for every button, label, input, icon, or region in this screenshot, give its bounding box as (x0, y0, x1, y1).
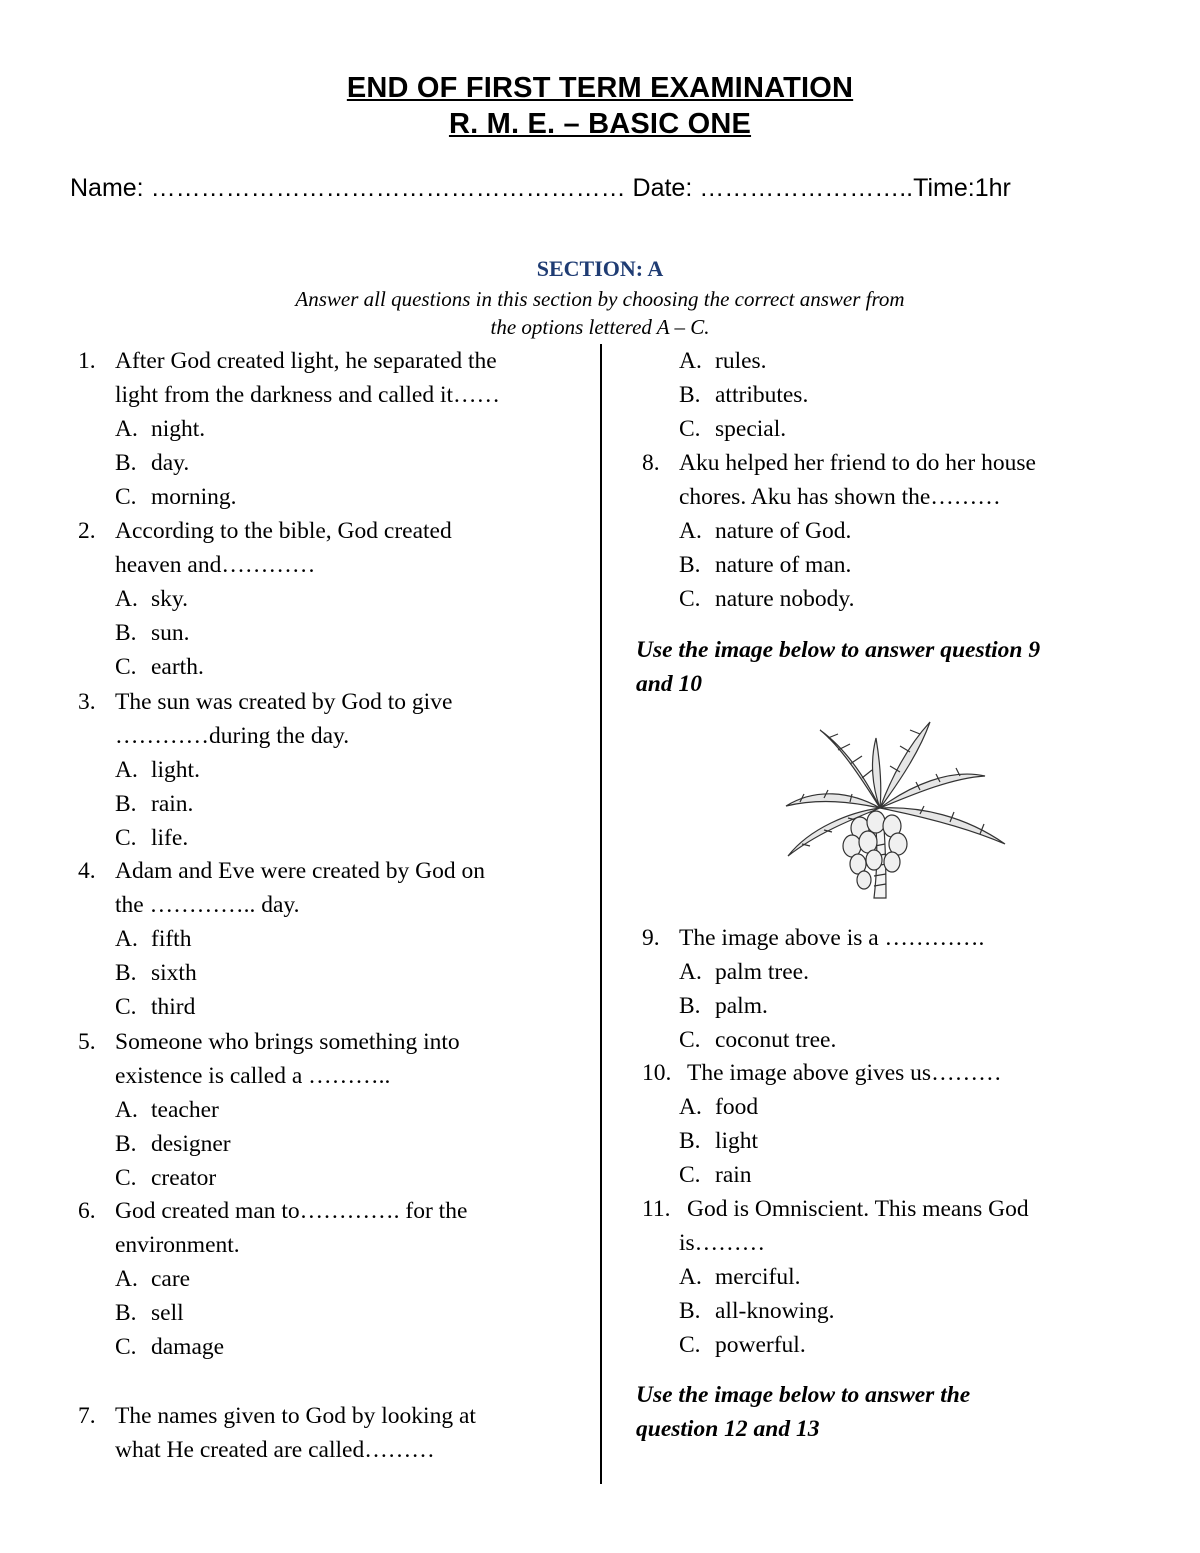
question-number: 11. (642, 1196, 671, 1222)
option-a: A. nature of God. (679, 518, 852, 544)
question-text: The sun was created by God to give (115, 689, 453, 715)
question-1 (78, 344, 500, 514)
option-b: B. sell (115, 1300, 184, 1326)
question-text: environment. (115, 1232, 240, 1258)
section-heading: SECTION: A (536, 256, 664, 281)
section-instruction-line-2: the options lettered A – C. (490, 315, 710, 339)
option-a: A. sky. (115, 586, 188, 612)
question-text: God created man to…………. for the (115, 1198, 468, 1224)
option-b: B. designer (115, 1131, 231, 1157)
option-c: C. rain (679, 1162, 752, 1188)
option-c: C. creator (115, 1165, 217, 1191)
exam-title: END OF FIRST TERM EXAMINATION (346, 72, 854, 104)
option-a: A. teacher (115, 1097, 219, 1123)
option-a: A. light. (115, 757, 200, 783)
option-a: A. night. (115, 416, 206, 442)
question-7 (78, 1399, 476, 1467)
question-text: The names given to God by looking at (115, 1403, 476, 1429)
question-text: Adam and Eve were created by God on (115, 858, 485, 884)
question-text: After God created light, he separated the (115, 348, 497, 374)
name-date-time-line: Name: ………………………………………………… Date: ……………………..Time:1hr (70, 174, 1011, 202)
question-text: The image above gives us……… (687, 1060, 1002, 1086)
question-number: 3. (78, 689, 96, 715)
question-number: 2. (78, 518, 96, 544)
question-text: According to the bible, God created (115, 518, 452, 544)
question-number: 9. (642, 925, 660, 951)
option-c: C. third (115, 994, 196, 1020)
option-b: B. day. (115, 450, 190, 476)
question-number: 7. (78, 1403, 96, 1429)
option-b: B. nature of man. (679, 552, 852, 578)
question-7-options (642, 344, 808, 446)
question-number: 8. (642, 450, 660, 476)
question-text: Someone who brings something into (115, 1029, 460, 1055)
question-text: chores. Aku has shown the……… (679, 484, 1001, 510)
question-text: is……… (679, 1230, 766, 1256)
question-text: the ………….. day. (115, 892, 300, 918)
question-text: heaven and………… (115, 552, 316, 578)
question-text: what He created are called……… (115, 1437, 435, 1463)
column-divider (600, 344, 602, 1484)
exam-subtitle: R. M. E. – BASIC ONE (448, 108, 752, 140)
option-c: C. nature nobody. (679, 586, 855, 612)
question-text: existence is called a ……….. (115, 1063, 391, 1089)
question-5 (78, 1025, 460, 1195)
question-number: 10. (642, 1060, 672, 1086)
option-b: B. attributes. (679, 382, 809, 408)
option-c: C. damage (115, 1334, 225, 1360)
option-c: C. special. (679, 416, 787, 442)
question-8 (642, 446, 1036, 616)
option-a: A. care (115, 1266, 191, 1292)
option-b: B. sixth (115, 960, 197, 986)
option-a: A. food (679, 1094, 759, 1120)
question-text: God is Omniscient. This means God (687, 1196, 1029, 1222)
question-6 (78, 1194, 467, 1364)
option-b: B. light (679, 1128, 759, 1154)
option-c: C. earth. (115, 654, 204, 680)
question-text: The image above is a …………. (679, 925, 985, 951)
question-number: 1. (78, 348, 96, 374)
question-text: light from the darkness and called it…… (115, 382, 501, 408)
option-a: A. fifth (115, 926, 192, 952)
option-a: A. palm tree. (679, 959, 809, 985)
question-number: 5. (78, 1029, 96, 1055)
question-11 (642, 1192, 1029, 1362)
option-a: A. rules. (679, 348, 767, 374)
option-c: C. coconut tree. (679, 1027, 837, 1053)
image-note-1: Use the image below to answer question 9 and 10 (636, 637, 1041, 697)
question-text: …………during the day. (115, 723, 350, 749)
question-10 (642, 1056, 1002, 1192)
section-instruction-line-1: Answer all questions in this section by choosing the correct answer from (295, 287, 905, 311)
option-a: A. merciful. (679, 1264, 801, 1290)
question-2 (78, 514, 452, 684)
question-3 (78, 685, 452, 855)
question-text: Aku helped her friend to do her house (679, 450, 1036, 476)
option-c: C. morning. (115, 484, 237, 510)
question-number: 4. (78, 858, 96, 884)
option-b: B. rain. (115, 791, 194, 817)
image-note-2: Use the image below to answer the question 12 and 13 (636, 1382, 971, 1442)
option-c: C. powerful. (679, 1332, 806, 1358)
palm-tree-illustration (780, 716, 1012, 900)
option-b: B. palm. (679, 993, 768, 1019)
question-number: 6. (78, 1198, 96, 1224)
option-b: B. sun. (115, 620, 190, 646)
question-9 (642, 921, 984, 1057)
option-c: C. life. (115, 825, 189, 851)
question-4 (78, 854, 485, 1024)
option-b: B. all-knowing. (679, 1298, 835, 1324)
